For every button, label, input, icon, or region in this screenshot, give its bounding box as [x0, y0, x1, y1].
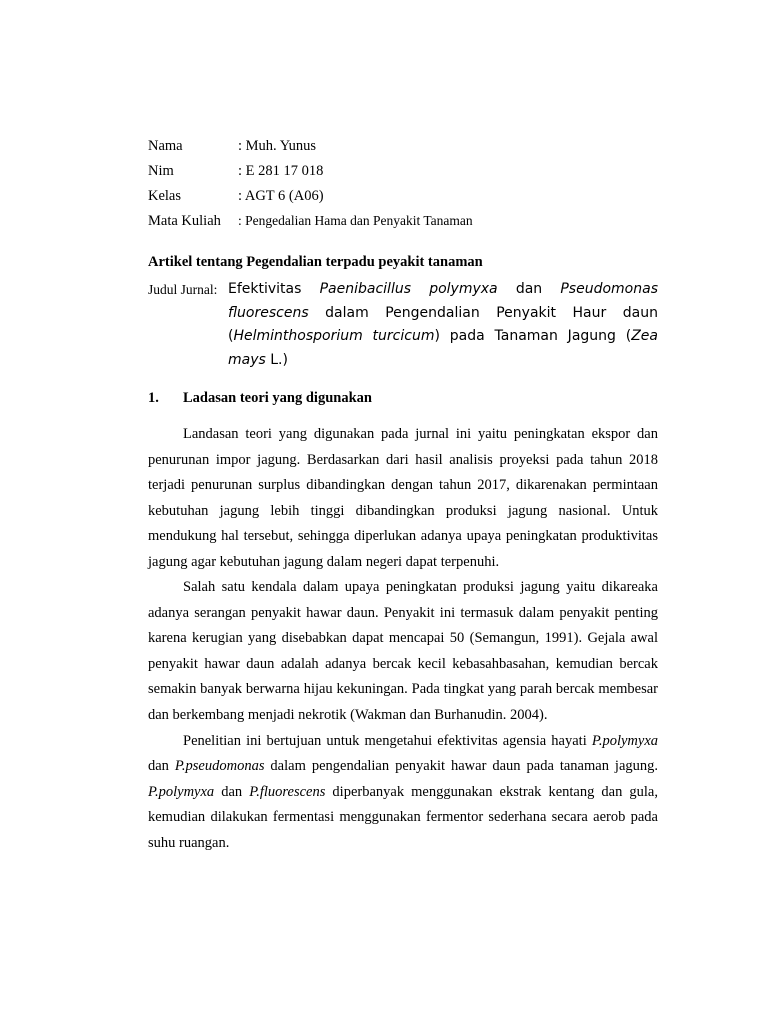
jurnal-species: Helminthosporium turcicum — [233, 328, 435, 344]
section-number: 1. — [148, 390, 159, 406]
paragraph-text: Penelitian ini bertujuan untuk mengetahui efektivitas agensia hayati — [183, 732, 592, 749]
species-name: P.polymyxa — [148, 783, 215, 800]
info-row-nama — [148, 137, 316, 155]
paragraph-2: Salah satu kendala dalam upaya peningkatan produksi jagung yaitu dikareaka adanya serangan penyakit hawar daun. Penyakit ini termasuk dalam penyakit penting karena kerugian yang disebabkan dapat mencapai 50 (Semangun, 1991). Gejala awal penyakit hawar daun adalah adanya bercak kecil kebasahbasahan, kemudian bercak semakin banyak berwarna hijau kekuningan. Pada tingkat yang parah bercak membesar dan berkembang menjadi nekrotik (Wakman dan Burhanudin. 2004). — [148, 579, 658, 724]
info-value: : Pengedalian Hama dan Penyakit Tanaman — [238, 213, 473, 228]
info-value: : AGT 6 (A06) — [238, 188, 324, 204]
jurnal-species: Zea mays — [228, 328, 658, 368]
species-name: P.fluorescens — [249, 783, 326, 800]
jurnal-label: Judul Jurnal: — [148, 282, 218, 297]
jurnal-text: dalam Pengendalian Penyakit Haur daun ( — [228, 304, 658, 344]
info-label: Kelas — [148, 188, 182, 204]
jurnal-species: Paenibacillus polymyxa — [319, 281, 498, 297]
jurnal-text: Efektivitas — [228, 281, 320, 297]
info-value: : E 281 17 018 — [238, 163, 324, 179]
info-value: : Muh. Yunus — [238, 138, 317, 154]
info-row-kelas — [148, 187, 324, 205]
body-text — [148, 422, 658, 856]
info-label: Mata Kuliah — [148, 213, 221, 229]
article-title: Artikel tentang Pegendalian terpadu peyakit tanaman — [148, 254, 483, 270]
paragraph-text: diperbanyak menggunakan ekstrak kentang dan gula, kemudian dilakukan fermentasi menggunakan fermentor sederhana secara aerob pada suhu ruangan. — [148, 783, 658, 851]
info-row-mata-kuliah — [148, 212, 473, 230]
jurnal-title — [228, 278, 658, 372]
info-row-nim — [148, 162, 323, 180]
paragraph-text: dan — [214, 783, 250, 800]
info-label: Nama — [148, 138, 183, 154]
paragraph-1: Landasan teori yang digunakan pada jurnal ini yaitu peningkatan ekspor dan penurunan impor jagung. Berdasarkan dari hasil analisis proyeksi pada tahun 2018 terjadi penurunan surplus dibandingkan dengan tahun 2017, dikarenakan permintaan kebutuhan jagung lebih tinggi dibandingkan produksi jagung nasional. Untuk mendukung hal tersebut, sehingga diperlukan adanya upaya peningkatan produktivitas jagung agar kebutuhan jagung dalam negeri dapat terpenuhi. — [148, 426, 658, 570]
info-label: Nim — [148, 163, 174, 179]
paragraph-3 — [148, 729, 658, 857]
species-name: P.polymyxa — [591, 732, 658, 749]
paragraph-text: dalam pengendalian penyakit hawar daun pada tanaman jagung. — [264, 758, 659, 775]
jurnal-species: Pseudomonas fluorescens — [228, 281, 658, 321]
section-title: Ladasan teori yang digunakan — [183, 390, 372, 406]
species-name: P.pseudomonas — [174, 758, 265, 775]
paragraph-text: dan — [148, 758, 175, 775]
jurnal-text: dan — [497, 281, 561, 297]
jurnal-text: L.) — [265, 351, 288, 368]
jurnal-text: ) pada Tanaman Jagung ( — [434, 328, 632, 344]
